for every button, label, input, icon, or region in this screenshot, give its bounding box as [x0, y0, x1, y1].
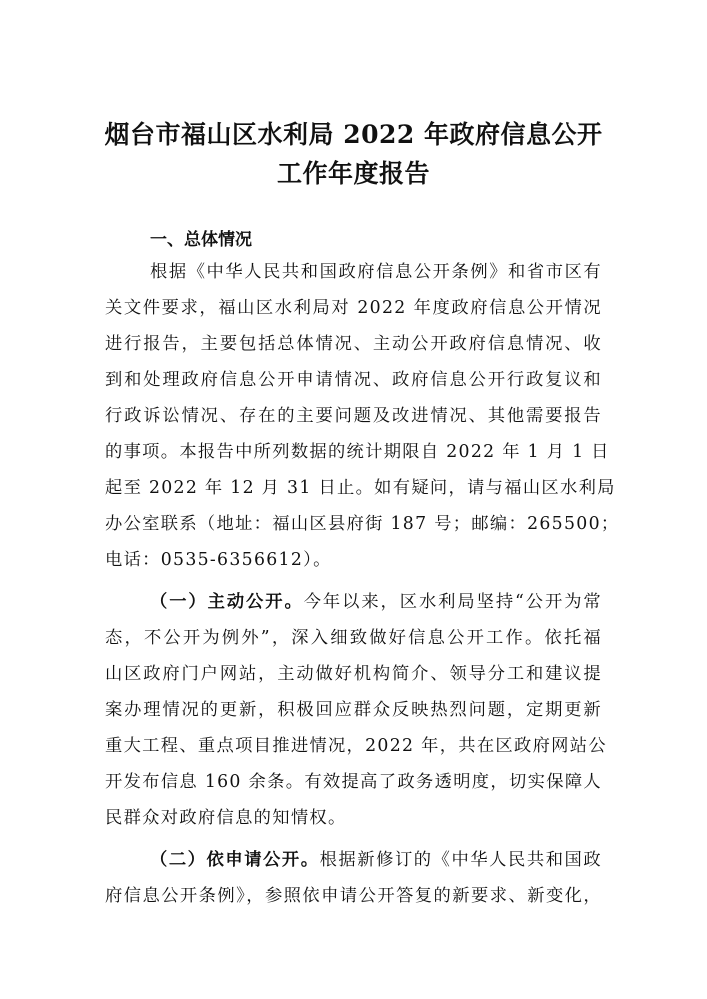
- subsection-1-line-3: 山区政府门户网站，主动做好机构简介、领导分工和建议提: [105, 664, 602, 684]
- intro-line-8: 办公室联系（地址：福山区县府街 187 号；邮编：265500；: [105, 514, 620, 534]
- intro-line-7: 起至 2022 年 12 月 31 日止。如有疑问，请与福山区水利局: [105, 478, 616, 498]
- subsection-1-lead: （一）主动公开。: [150, 592, 304, 612]
- intro-line-1: 根据《中华人民共和国政府信息公开条例》和省市区有: [150, 262, 602, 282]
- subsection-1-line-1: [150, 590, 602, 614]
- subsection-1-line-2: 态，不公开为例外”，深入细致做好信息公开工作。依托福: [105, 628, 602, 648]
- intro-line-6: 的事项。本报告中所列数据的统计期限自 2022 年 1 月 1 日: [105, 442, 610, 462]
- intro-line-9: 电话：0535-6356612）。: [105, 550, 332, 570]
- intro-line-5: 行政诉讼情况、存在的主要问题及改进情况、其他需要报告: [105, 406, 602, 426]
- subsection-1-text: 今年以来，区水利局坚持“公开为常: [303, 592, 603, 612]
- subsection-2-text: 根据新修订的《中华人民共和国政: [319, 850, 602, 870]
- report-title-line-1: 烟台市福山区水利局 2022 年政府信息公开: [104, 120, 603, 149]
- subsection-1-line-4: 案办理情况的更新，积极回应群众反映热烈问题，定期更新: [105, 700, 602, 720]
- section-heading-overview: 一、总体情况: [150, 230, 252, 250]
- subsection-1-line-7: 民群众对政府信息的知情权。: [105, 808, 347, 828]
- subsection-2-line-1: [150, 848, 602, 872]
- intro-line-2: 关文件要求，福山区水利局对 2022 年度政府信息公开情况: [105, 298, 602, 318]
- subsection-2-lead: （二）依申请公开。: [150, 850, 320, 870]
- report-title-line-2: 工作年度报告: [276, 159, 430, 188]
- intro-line-4: 到和处理政府信息公开申请情况、政府信息公开行政复议和: [105, 370, 602, 390]
- subsection-1-line-6: 开发布信息 160 余条。有效提高了政务透明度，切实保障人: [105, 772, 602, 792]
- intro-line-3: 进行报告，主要包括总体情况、主动公开政府信息情况、收: [105, 334, 602, 354]
- subsection-1-line-5: 重大工程、重点项目推进情况，2022 年，共在区政府网站公: [105, 736, 607, 756]
- subsection-2-line-2: 府信息公开条例》，参照依申请公开答复的新要求、新变化，: [105, 886, 602, 906]
